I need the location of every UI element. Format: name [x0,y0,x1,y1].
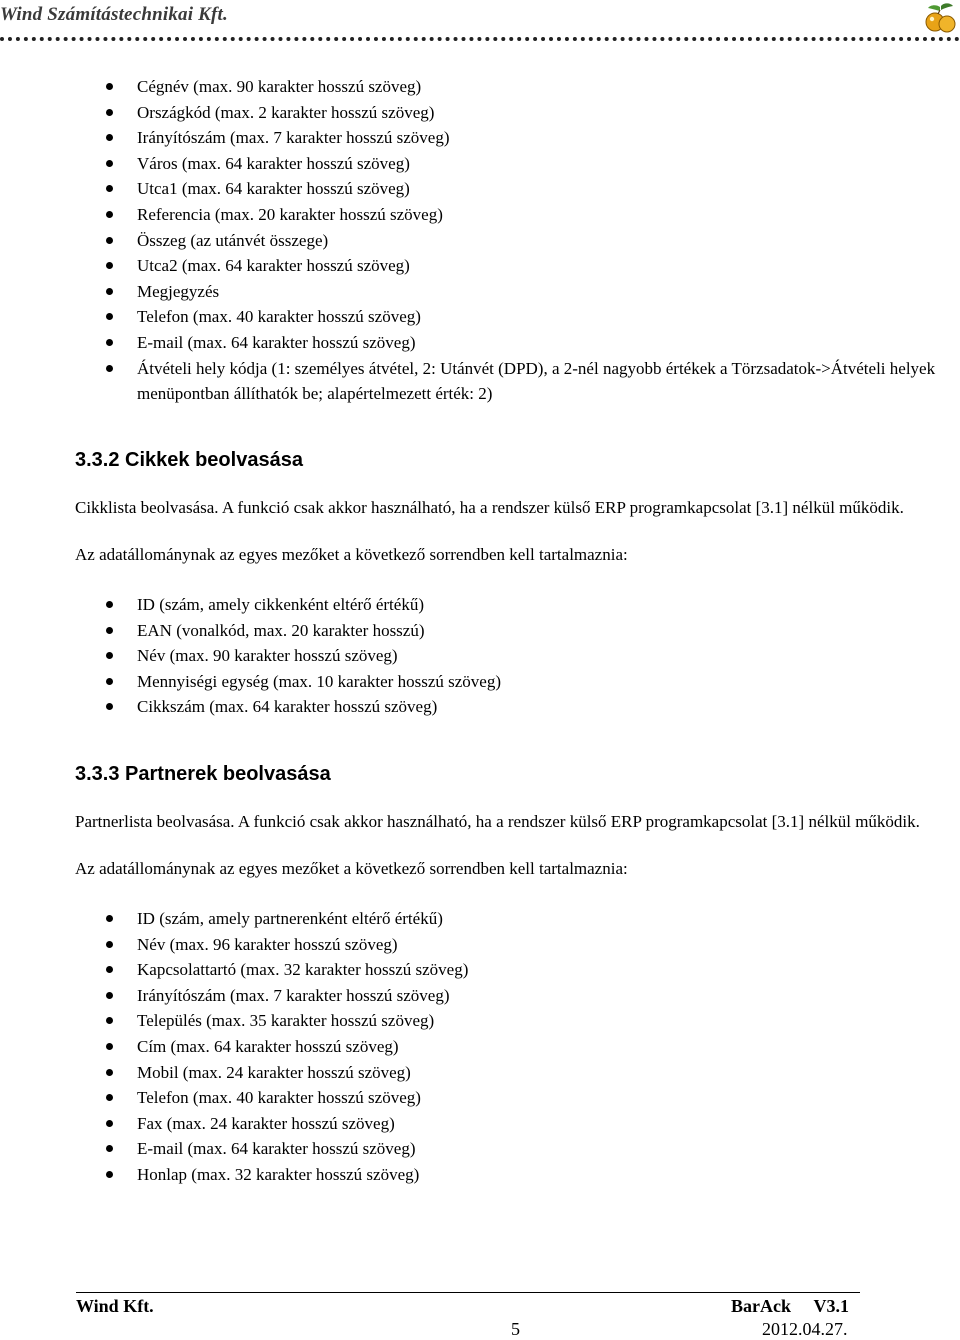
bullet-icon [106,652,113,659]
bullet-icon [106,1069,113,1076]
list-item: Irányítószám (max. 7 karakter hosszú szöveg) [0,125,877,151]
list-item: Telefon (max. 40 karakter hosszú szöveg) [0,304,877,330]
article-field-list [0,592,877,720]
bullet-icon [106,160,113,167]
footer-product [731,1296,849,1317]
bullet-icon [106,1171,113,1178]
bullet-icon [106,941,113,948]
list-item: Cégnév (max. 90 karakter hosszú szöveg) [0,74,877,100]
page-header [0,0,960,44]
bullet-icon [106,134,113,141]
bullet-icon [106,288,113,295]
bullet-icon [106,1043,113,1050]
address-field-list [0,74,937,407]
paragraph: Az adatállománynak az egyes mezőket a következő sorrendben kell tartalmaznia: [75,859,628,878]
bullet-icon [106,1120,113,1127]
list-item: Megjegyzés [0,279,877,305]
header-divider [0,37,960,41]
paragraph: Az adatállománynak az egyes mezőket a következő sorrendben kell tartalmaznia: [75,545,628,564]
bullet-icon [106,313,113,320]
footer-company: Wind Kft. [76,1296,154,1316]
company-name: Wind Számítástechnikai Kft. [0,4,228,25]
list-item: Mennyiségi egység (max. 10 karakter hosszú szöveg) [0,669,877,695]
section-heading: 3.3.2 Cikkek beolvasása [75,449,303,471]
fruit-logo-icon [924,2,958,36]
section-heading: 3.3.3 Partnerek beolvasása [75,763,331,785]
list-item: Országkód (max. 2 karakter hosszú szöveg) [0,100,877,126]
list-item: Mobil (max. 24 karakter hosszú szöveg) [0,1060,877,1086]
list-item: Honlap (max. 32 karakter hosszú szöveg) [0,1162,877,1188]
bullet-icon [106,109,113,116]
list-item: Irányítószám (max. 7 karakter hosszú szöveg) [0,983,877,1009]
list-item: Fax (max. 24 karakter hosszú szöveg) [0,1111,877,1137]
list-item: E-mail (max. 64 karakter hosszú szöveg) [0,1136,877,1162]
list-item: Utca2 (max. 64 karakter hosszú szöveg) [0,253,877,279]
footer-date: 2012.04.27. [762,1319,848,1339]
footer-divider [76,1292,860,1293]
bullet-icon [106,1094,113,1101]
bullet-icon [106,365,113,372]
partner-field-list [0,906,877,1188]
bullet-icon [106,992,113,999]
list-item: ID (szám, amely cikkenként eltérő értékű) [0,592,877,618]
bullet-icon [106,83,113,90]
bullet-icon [106,339,113,346]
list-item: Átvételi hely kódja (1: személyes átvétel, 2: Utánvét (DPD), a 2-nél nagyobb értékek a Törzsadatok->Átvételi helyek menüpontban állíthatók be; alapértelmezett érték: 2) [0,356,937,407]
list-item: E-mail (max. 64 karakter hosszú szöveg) [0,330,877,356]
bullet-icon [106,703,113,710]
bullet-icon [106,1017,113,1024]
bullet-icon [106,262,113,269]
bullet-icon [106,915,113,922]
list-item: Telefon (max. 40 karakter hosszú szöveg) [0,1085,877,1111]
list-item: Összeg (az utánvét összege) [0,228,877,254]
list-item: Név (max. 96 karakter hosszú szöveg) [0,932,877,958]
list-item: Cikkszám (max. 64 karakter hosszú szöveg) [0,694,877,720]
list-item: Kapcsolattartó (max. 32 karakter hosszú szöveg) [0,957,877,983]
list-item: Cím (max. 64 karakter hosszú szöveg) [0,1034,877,1060]
bullet-icon [106,1145,113,1152]
list-item: Név (max. 90 karakter hosszú szöveg) [0,643,877,669]
list-item: Város (max. 64 karakter hosszú szöveg) [0,151,877,177]
page-number: 5 [511,1319,520,1339]
paragraph: Cikklista beolvasása. A funkció csak akkor használható, ha a rendszer külső ERP programkapcsolat [3.1] nélkül működik. [75,498,904,517]
list-item: ID (szám, amely partnerenként eltérő értékű) [0,906,877,932]
list-item: Referencia (max. 20 karakter hosszú szöveg) [0,202,877,228]
bullet-icon [106,211,113,218]
bullet-icon [106,601,113,608]
list-item: EAN (vonalkód, max. 20 karakter hosszú) [0,618,877,644]
bullet-icon [106,678,113,685]
list-item: Utca1 (max. 64 karakter hosszú szöveg) [0,176,877,202]
footer-version: V3.1 [813,1296,849,1316]
bullet-icon [106,185,113,192]
list-item: Település (max. 35 karakter hosszú szöveg) [0,1008,877,1034]
bullet-icon [106,237,113,244]
bullet-icon [106,966,113,973]
paragraph: Partnerlista beolvasása. A funkció csak akkor használható, ha a rendszer külső ERP programkapcsolat [3.1] nélkül működik. [75,812,920,831]
footer-product-name: BarAck [731,1296,791,1316]
bullet-icon [106,627,113,634]
